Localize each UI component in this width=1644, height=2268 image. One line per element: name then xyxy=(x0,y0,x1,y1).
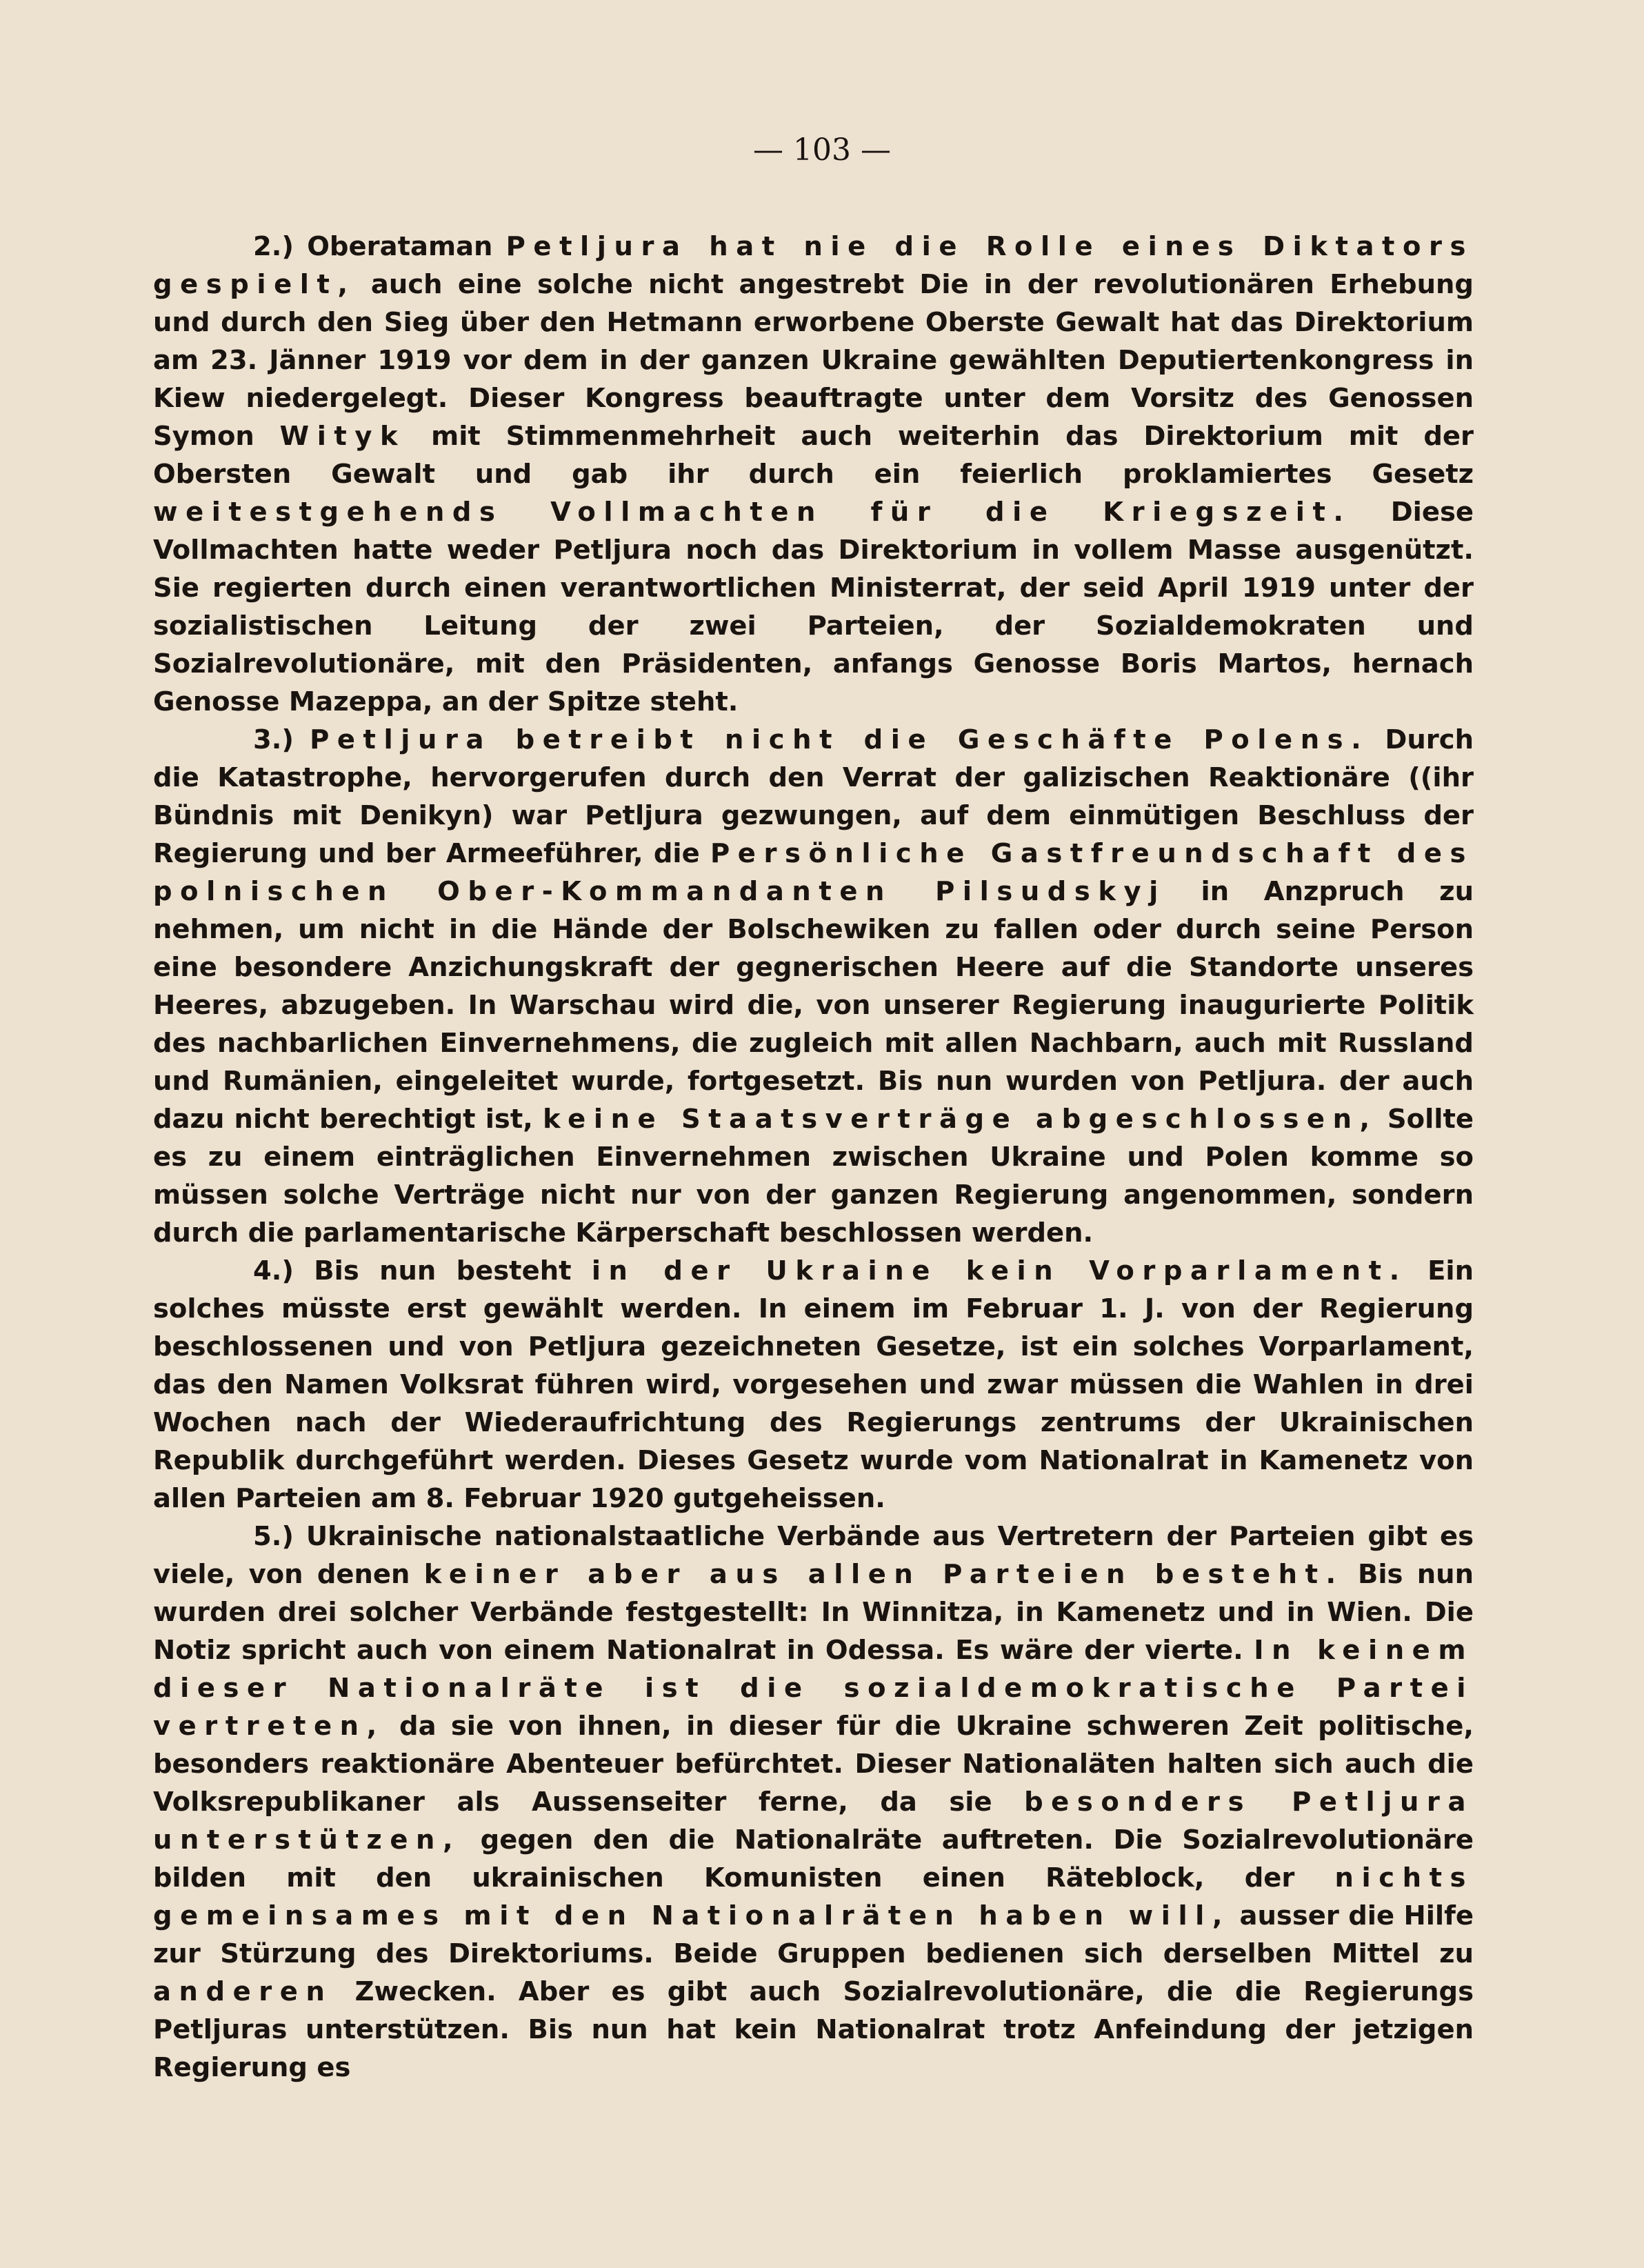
spaced-emphasis: nichts gemeinsames mit den Nationalräten haben will, xyxy=(153,1862,1474,1931)
text-run: Durch die Katastrophe, hervorgerufen durch den Verrat der galizischen Reaktionäre ((ihr Bündnis mit Denikyn) war Petljura gezwungen, auf dem einmütigen Beschluss der Regierung und ber Armeeführer, die xyxy=(153,724,1474,869)
paragraph-5 xyxy=(153,1518,1474,2087)
spaced-emphasis: besonders Petljura unterstützen, xyxy=(153,1787,1474,1856)
text-run: 3.) xyxy=(253,724,310,755)
text-run: da sie von ihnen, in dieser für die Ukraine schweren Zeit politische, besonders reaktionäre Abenteuer befürchtet. Dieser Nationaläten halten sich auch die Volksrepublikaner als Aussenseiter ferne, da sie xyxy=(153,1711,1474,1818)
spaced-emphasis: Wityk xyxy=(279,421,406,452)
spaced-emphasis: weitestgehends Vollmachten für die Kriegszeit. xyxy=(153,497,1352,528)
paragraph-4 xyxy=(153,1252,1474,1518)
body-text xyxy=(153,228,1474,2087)
spaced-emphasis: keiner aber aus allen Parteien besteht. xyxy=(423,1559,1344,1590)
text-run: gegen den die Nationalräte auftreten. Die Sozialrevolutionäre bilden mit den ukrainischen Komunisten einen Räteblock, der xyxy=(153,1824,1474,1893)
spaced-emphasis: anderen xyxy=(153,1976,333,2007)
spaced-emphasis: In keinem dieser Nationalräte ist die sozialdemokratische Partei vertreten, xyxy=(153,1635,1474,1742)
text-run: Ein solches müsste erst gewählt werden. In einem im Februar 1. J. von der Regierung beschlossenen und von Petljura gezeichneten Gesetze, ist ein solches Vorparlament, das den Namen Volksrat führen wird, vorgesehen und zwar müssen die Wahlen in drei Wochen nach der Wiederaufrichtung des Regierungs zentrums der Ukrainischen Republik durchgeführt werden. Dieses Gesetz wurde vom Nationalrat in Kamenetz von allen Parteien am 8. Februar 1920 gutgeheissen. xyxy=(153,1255,1474,1514)
spaced-emphasis: in der Ukraine kein Vorparlament. xyxy=(591,1255,1407,1286)
text-run: auch eine solche nicht angestrebt Die in der revolutionären Erhebung und durch den Sieg über den Hetmann erworbene Oberste Gewalt hat das Direktorium am 23. Jänner 1919 vor dem in der ganzen Ukraine gewählten Deputiertenkongress in Kiew niedergelegt. Dieser Kongress beauftragte unter dem Vorsitz des Genossen Symon xyxy=(153,269,1474,452)
text-run: ausser die Hilfe zur Stürzung des Direktoriums. Beide Gruppen bedienen sich derselben Mittel zu xyxy=(153,1900,1474,1969)
text-run: mit Stimmenmehrheit auch weiterhin das Direktorium mit der Obersten Gewalt und gab ihr durch ein feierlich proklamiertes Gesetz xyxy=(153,421,1474,490)
text-run: Zwecken. Aber es gibt auch Sozialrevolutionäre, die die Regierungs Petljuras unterstützen. Bis nun hat kein Nationalrat trotz Anfeindung der jetzigen Regierung es xyxy=(153,1976,1474,2083)
spaced-emphasis: Petljura betreibt nicht die Geschäfte Polens. xyxy=(310,724,1370,755)
page-number: — 103 — xyxy=(753,132,891,168)
text-run: 5.) Ukrainische nationalstaatliche Verbände aus Vertretern der Parteien gibt es viele, von denen xyxy=(153,1521,1474,1590)
text-run: in Anzpruch zu nehmen, um nicht in die Hände der Bolschewiken zu fallen oder durch seine Person eine besondere Anzichungskraft der gegnerischen Heere auf die Standorte unseres Heeres, abzugeben. In Warschau wird die, von unserer Regierung inaugurierte Politik des nachbarlichen Einvernehmens, die zugleich mit allen Nachbarn, auch mit Russland und Rumänien, eingeleitet wurde, fortgesetzt. Bis nun wurden von Petljura. der auch dazu nicht berechtigt ist, xyxy=(153,876,1474,1135)
paragraph-3 xyxy=(153,721,1474,1252)
text-run: Bis nun wurden drei solcher Verbände festgestellt: In Winnitza, in Kamenetz und in Wien. Die Notiz spricht auch von einem Nationalrat in Odessa. Es wäre der vierte. xyxy=(153,1559,1474,1666)
text-run: Sollte es zu einem einträglichen Einvernehmen zwischen Ukraine und Polen komme so müssen solche Verträge nicht nur von der ganzen Regierung angenommen, sondern durch die parlamentarische Kärperschaft beschlossen werden. xyxy=(153,1104,1474,1249)
spaced-emphasis: Persönliche Gastfreundschaft des polnischen Ober-Kommandanten Pilsudskyj xyxy=(153,838,1474,907)
paragraph-2 xyxy=(153,228,1474,721)
text-run: 2.) Oberataman xyxy=(253,231,506,262)
spaced-emphasis: keine Staatsverträge abgeschlossen, xyxy=(543,1104,1378,1135)
spaced-emphasis: Petljura hat nie die Rolle eines Diktators gespielt, xyxy=(153,231,1474,300)
text-run: 4.) Bis nun besteht xyxy=(253,1255,592,1286)
text-run: Diese Vollmachten hatte weder Petljura noch das Direktorium in vollem Masse ausgenützt. Sie regierten durch einen verantwortlichen Ministerrat, der seid April 1919 unter der sozialistischen Leitung der zwei Parteien, der Sozialdemokraten und Sozialrevolutionäre, mit den Präsidenten, anfangs Genosse Boris Martos, hernach Genosse Mazeppa, an der Spitze steht. xyxy=(153,497,1474,717)
